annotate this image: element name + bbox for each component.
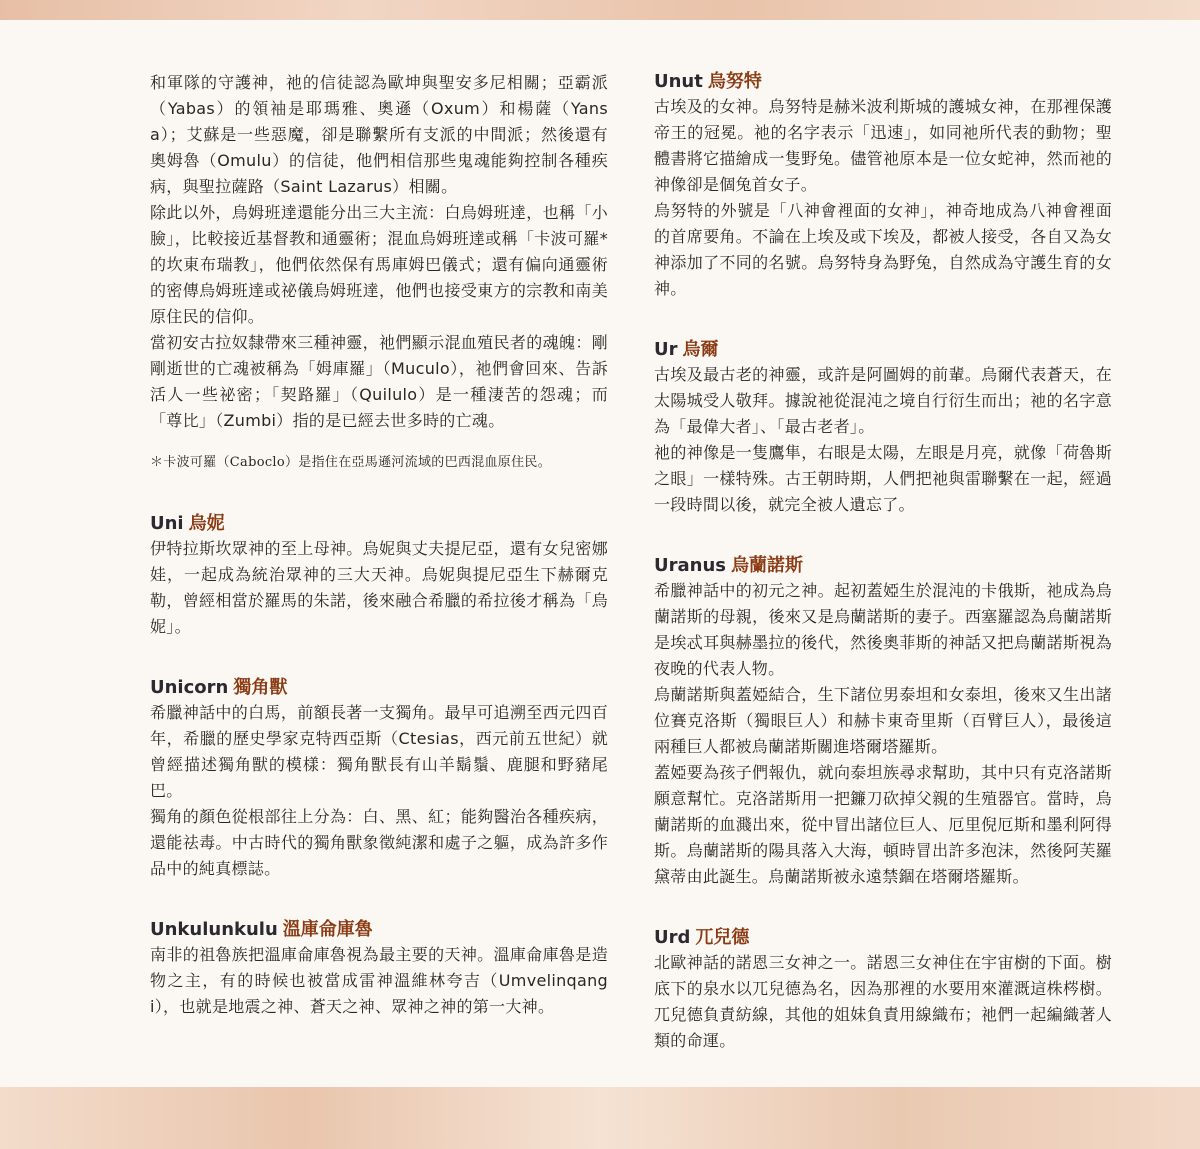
entry-heading [150,918,608,942]
bottom-decorative-band [0,1087,1200,1149]
entry-title-zh: 烏努特 [707,71,762,92]
book-page [150,70,1110,1080]
entry-title-zh: 烏妮 [188,513,225,534]
entry-heading [654,338,1112,362]
right-column [654,70,1112,1090]
entry-title-en: Urd [654,927,691,948]
entry-paragraph: 祂的神像是一隻鷹隼，右眼是太陽，左眼是月亮，就像「荷魯斯之眼」一樣特殊。古王朝時期，人們把祂與雷聯繫在一起，經過一段時間以後，就完全被人遺忘了。 [654,443,1112,514]
intro-paragraph: 和軍隊的守護神，祂的信徒認為歐坤與聖安多尼相關；亞霸派（Yabas）的領袖是耶瑪雅、奧遜（Oxum）和楊薩（Yansa）；艾蘇是一些惡魔，卻是聯繫所有支派的中間派；然後還有奧姆魯（Omulu）的信徒，他們相信那些鬼魂能夠控制各種疾病，與聖拉薩路（Saint Lazarus）相關。 [150,73,608,196]
entry-paragraph: 烏努特的外號是「八神會裡面的女神」，神奇地成為八神會裡面的首席要角。不論在上埃及或下埃及，都被人接受，各自又為女神添加了不同的名號。烏努特身為野兔，自然成為守護生育的女神。 [654,201,1112,298]
entry-uni [150,512,608,640]
entry-paragraph: 古埃及最古老的神靈，或許是阿圖姆的前輩。烏爾代表蒼天，在太陽城受人敬拜。據說祂從混沌之境自行衍生而出；祂的名字意為「最偉大者」、「最古老者」。 [654,365,1112,436]
entry-paragraph: 希臘神話中的初元之神。起初蓋婭生於混沌的卡俄斯，祂成為烏蘭諾斯的母親，後來又是烏蘭諾斯的妻子。西塞羅認為烏蘭諾斯是埃忒耳與赫墨拉的後代，然後奧菲斯的神話又把烏蘭諾斯視為夜晚的代表人物。 [654,581,1112,678]
footnote: ＊卡波可羅（Caboclo）是指住在亞馬遜河流域的巴西混血原住民。 [150,455,552,470]
entry-title-zh: 烏爾 [682,339,719,360]
entry-heading [654,70,1112,94]
entry-unut [654,70,1112,302]
intro-paragraph: 除此以外，烏姆班達還能分出三大主流：白烏姆班達，也稱「小臉」，比較接近基督教和通靈術；混血烏姆班達或稱「卡波可羅*的坎東布瑞教」，他們依然保有馬庫姆巴儀式；還有偏向通靈術的密傳烏姆班達或祕儀烏姆班達，他們也接受東方的宗教和南美原住民的信仰。 [150,203,608,326]
entry-urd [654,926,1112,1054]
entry-paragraph: 古埃及的女神。烏努特是赫米波利斯城的護城女神，在那裡保護帝王的冠冕。祂的名字表示「迅速」，如同祂所代表的動物；聖體書將它描繪成一隻野兔。儘管祂原本是一位女蛇神，然而祂的神像卻是個兔首女子。 [654,97,1112,194]
entry-heading [150,512,608,536]
entry-paragraph: 蓋婭要為孩子們報仇，就向泰坦族尋求幫助，其中只有克洛諾斯願意幫忙。克洛諾斯用一把鐮刀砍掉父親的生殖器官。當時，烏蘭諾斯的血濺出來，從中冒出諸位巨人、厄里倪厄斯和墨利阿得斯。烏蘭諾斯的陽具落入大海，頓時冒出許多泡沫，然後阿芙羅黛蒂由此誕生。烏蘭諾斯被永遠禁錮在塔爾塔羅斯。 [654,763,1112,886]
entry-heading [654,554,1112,578]
entry-title-zh: 獨角獸 [233,677,288,698]
entry-paragraph: 烏蘭諾斯與蓋婭結合，生下諸位男泰坦和女泰坦，後來又生出諸位賽克洛斯（獨眼巨人）和赫卡東奇里斯（百臂巨人），最後這兩種巨人都被烏蘭諾斯關進塔爾塔羅斯。 [654,685,1112,756]
entry-paragraph: 北歐神話的諾恩三女神之一。諾恩三女神住在宇宙樹的下面。樹底下的泉水以兀兒德為名，因為那裡的水要用來灌溉這株梣樹。兀兒德負責紡線，其他的姐妹負責用線織布；祂們一起編織著人類的命運。 [654,953,1112,1050]
entry-paragraph: 獨角的顏色從根部往上分為：白、黑、紅；能夠醫治各種疾病，還能祛毒。中古時代的獨角獸象徵純潔和處子之軀，成為許多作品中的純真標誌。 [150,807,608,878]
intro-paragraph: 當初安古拉奴隸帶來三種神靈，祂們顯示混血殖民者的魂魄：剛剛逝世的亡魂被稱為「姆庫羅」（Muculo），祂們會回來、告訴活人一些祕密；「契路羅」（Quilulo）是一種淒苦的怨魂；而「尊比」（Zumbi）指的是已經去世多時的亡魂。 [150,333,608,430]
entry-uranus [654,554,1112,890]
left-column [150,70,608,1056]
entry-title-zh: 溫庫侖庫魯 [282,919,373,940]
entry-unkulunkulu [150,918,608,1020]
entry-title-zh: 烏蘭諾斯 [730,555,803,576]
entry-title-en: Unut [654,71,703,92]
entry-title-en: Uranus [654,555,726,576]
entry-paragraph: 南非的祖魯族把溫庫侖庫魯視為最主要的天神。溫庫侖庫魯是造物之主，有的時候也被當成雷神溫維林夸吉（Umvelinqangi），也就是地震之神、蒼天之神、眾神之神的第一大神。 [150,945,608,1016]
entry-title-zh: 兀兒德 [695,927,750,948]
entry-title-en: Uni [150,513,184,534]
entry-ur [654,338,1112,518]
entry-paragraph: 伊特拉斯坎眾神的至上母神。烏妮與丈夫提尼亞，還有女兒密娜娃，一起成為統治眾神的三大天神。烏妮與提尼亞生下赫爾克勒，曾經相當於羅馬的朱諾，後來融合希臘的希拉後才稱為「烏妮」。 [150,539,608,636]
entry-paragraph: 希臘神話中的白馬，前額長著一支獨角。最早可追溯至西元四百年，希臘的歷史學家克特西亞斯（Ctesias，西元前五世紀）就曾經描述獨角獸的模樣：獨角獸長有山羊鬍鬚、鹿腿和野豬尾巴。 [150,703,608,800]
entry-title-en: Unkulunkulu [150,919,278,940]
entry-heading [654,926,1112,950]
entry-heading [150,676,608,700]
entry-unicorn [150,676,608,882]
entry-title-en: Unicorn [150,677,229,698]
top-decorative-band [0,0,1200,20]
entry-title-en: Ur [654,339,678,360]
